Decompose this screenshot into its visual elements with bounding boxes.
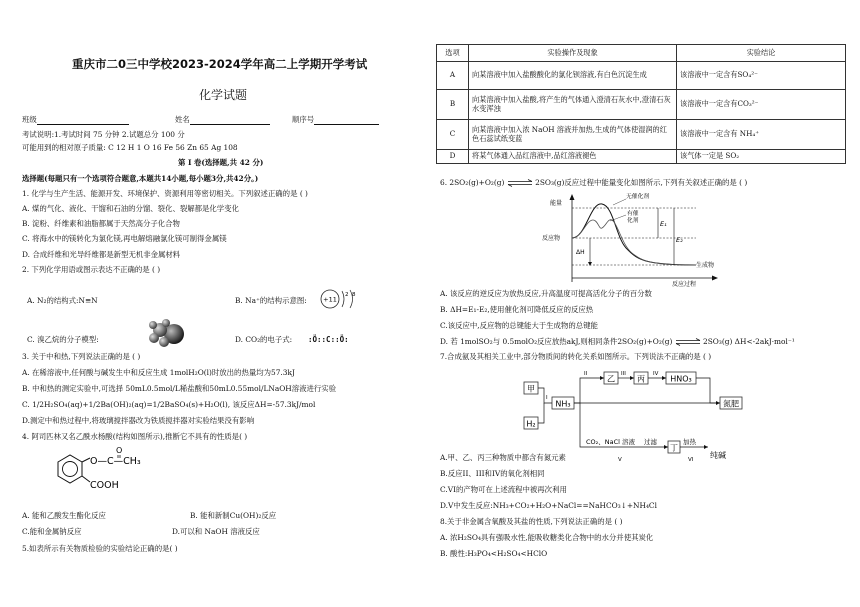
- node-yi: 乙: [607, 374, 615, 384]
- q5-table: [436, 44, 846, 164]
- q5-header-operation: 实验操作及现象: [469, 45, 677, 62]
- section-title: 第 I 卷(选择题,共 42 分): [178, 158, 264, 167]
- node-nh3: NH₃: [555, 399, 571, 409]
- ammonia-flow-diagram: [520, 366, 760, 466]
- table-row: [437, 62, 846, 90]
- q7-option-c: C.VI的产物可在上述流程中被再次利用: [440, 485, 567, 494]
- aspirin-acid-group: COOH: [90, 480, 119, 491]
- q1-option-b: B. 淀粉、纤维素和油脂都属于天然高分子化合物: [22, 219, 180, 228]
- table-row: [437, 120, 846, 150]
- q5-row-option: D: [437, 150, 469, 164]
- atomic-masses: 可能用到的相对原子质量: C 12 H 1 O 16 Fe 56 Zn 65 Ag 108: [22, 143, 238, 152]
- energy-axis-label: 能量: [550, 200, 563, 207]
- q6-option-a: A. 该反应的逆反应为放热反应,升高温度可提高活化分子的百分数: [440, 289, 652, 298]
- q6-option-d-left: D. 若 1molSO₂与 0.5molO₂反应放热akJ,则相同条件2SO₂(g)+O₂(g): [440, 337, 673, 346]
- q2-option-c: C. 溴乙烷的分子模型:: [27, 335, 99, 344]
- q5-row-option: B: [437, 90, 469, 120]
- q6-stem: [440, 179, 747, 188]
- aspirin-ester-group: O—C—CH₃: [90, 456, 141, 467]
- exam-instructions: 考试说明:1.考试时间 75 分钟 2.试题总分 100 分: [22, 130, 185, 139]
- q2-option-a: A. N₂的结构式:N≡N: [27, 296, 98, 305]
- q4-option-d: D.可以和 NaOH 溶液反应: [172, 527, 260, 536]
- q2-option-d: D. CO₂的电子式:: [235, 335, 293, 344]
- q5-row-operation: 向某溶液中加入浓 NaOH 溶液并加热,生成的气体使湿润的红色石蕊试纸变蓝: [469, 120, 677, 150]
- q5-row-option: C: [437, 120, 469, 150]
- bromoethane-model: [144, 318, 188, 348]
- e1-label: E₁: [660, 220, 667, 228]
- na-nucleus-label: +11: [323, 295, 337, 304]
- q2-stem: 2. 下列化学用语或图示表达不正确的是 ( ): [22, 265, 161, 274]
- q8-option-b: B. 酸性:H₃PO₄<H₂SO₄<HClO: [440, 549, 548, 558]
- node-hno3: HNO₃: [670, 374, 692, 384]
- curve-catalyst-label-2: 化剂: [627, 218, 639, 224]
- exam-title: 重庆市二0三中学校2023-2024学年高二上学期开学考试: [72, 57, 368, 71]
- q1-option-a: A. 煤的气化、液化、干馏和石油的分馏、裂化、裂解都是化学变化: [22, 204, 239, 213]
- curve-catalyst-label-1: 有催: [627, 211, 639, 217]
- class-field[interactable]: [22, 116, 129, 125]
- order-label: 顺序号: [292, 115, 315, 124]
- reaction-ii-label: II: [584, 371, 588, 377]
- q6-option-b: B. ΔH=E₁-E₂,使用催化剂可降低反应的反应热: [440, 305, 594, 314]
- q5-header-option: 选项: [437, 45, 469, 62]
- reaction-vi-label: VI: [688, 457, 694, 463]
- exam-subject: 化学试题: [199, 88, 248, 102]
- q5-row-operation: 向某溶液中加入盐酸酸化的氯化钡溶液,有白色沉淀生成: [469, 62, 677, 90]
- q6-stem-right: 2SO₃(g)反应过程中能量变化如图所示,下列有关叙述正确的是 ( ): [535, 178, 748, 187]
- q6-stem-left: 6. 2SO₂(g)+O₂(g): [440, 178, 505, 187]
- q5-row-conclusion: 该溶液中一定含有 NH₄⁺: [677, 120, 846, 150]
- q6-option-d: [440, 338, 795, 347]
- q8-stem: 8.关于非金属含氧酸及其盐的性质,下列说法正确的是 ( ): [440, 517, 623, 526]
- reactant-label: 反应物: [542, 235, 561, 242]
- q5-row-option: A: [437, 62, 469, 90]
- q4-option-b: B. 能和新制Cu(OH)₂反应: [190, 511, 277, 520]
- aspirin-structure: [38, 446, 168, 506]
- q7-option-b: B.反应II、III和IV的氧化剂相同: [440, 469, 545, 478]
- node-bing: 丙: [637, 374, 645, 384]
- q5-row-operation: 向某溶液中加入盐酸,将产生的气体通入澄清石灰水中,澄清石灰水变浑浊: [469, 90, 677, 120]
- node-soda: 纯碱: [710, 451, 726, 460]
- filter-label: 过滤: [644, 438, 657, 446]
- q1-option-c: C. 将海水中的镁转化为氯化镁,再电解熔融氯化镁可制得金属镁: [22, 234, 227, 243]
- q6-option-c: C.该反应中,反应物的总键能大于生成物的总键能: [440, 321, 598, 330]
- node-jia: 甲: [527, 384, 535, 394]
- reaction-iv-label: IV: [653, 371, 659, 377]
- q8-option-a: A. 浓H₂SO₄具有强吸水性,能吸收糖类化合物中的水分并使其炭化: [440, 533, 654, 542]
- table-row: [437, 150, 846, 164]
- section-intro: 选择题(每题只有一个选项符合题意,本题共14小题,每小题3分,共42分。): [22, 174, 259, 183]
- q6-option-d-right: 2SO₃(g) ΔH<-2akJ·mol⁻¹: [703, 337, 795, 346]
- q3-option-d: D.测定中和热过程中,将玻璃搅拌器改为铁质搅拌器对实验结果没有影响: [22, 416, 255, 425]
- q5-stem: 5.如表所示有关物质检验的实验结论正确的是( ): [22, 544, 178, 553]
- equilibrium-arrow-icon: [675, 338, 701, 346]
- q1-stem: 1. 化学与生产生活、能源开发、环境保护、资源利用等密切相关。下列叙述正确的是 ( ): [22, 189, 308, 198]
- reaction-iii-label: III: [621, 371, 626, 377]
- energy-diagram: [542, 190, 726, 288]
- co2-nacl-label: CO₂、NaCl 溶液: [586, 438, 636, 446]
- process-axis-label: 反应过程: [672, 281, 697, 288]
- order-field[interactable]: [292, 116, 379, 125]
- q3-option-c: C. 1/2H₂SO₄(aq)+1/2Ba(OH)₂(aq)=1/2BaSO₄(s)+H₂O(l), 该反应ΔH=-57.3kJ/mol: [22, 400, 316, 409]
- order-blank[interactable]: [314, 117, 379, 125]
- na-shell1-label: 2: [345, 292, 349, 298]
- q4-stem: 4. 阿司匹林又名乙酰水杨酸(结构如图所示),推断它不具有的性质是( ): [22, 432, 248, 441]
- node-fertilizer: 氮肥: [723, 399, 739, 409]
- dh-label: ΔH: [576, 249, 585, 256]
- node-h2: H₂: [526, 419, 536, 429]
- name-blank[interactable]: [190, 117, 270, 125]
- q7-option-d: D.V中发生反应:NH₃+CO₂+H₂O+NaCl==NaHCO₃↓+NH₄Cl: [440, 501, 657, 510]
- reaction-v-label: V: [618, 457, 622, 463]
- q7-option-a: A.甲、乙、丙三种物质中都含有氮元素: [440, 453, 566, 462]
- class-label: 班级: [22, 115, 37, 124]
- q4-option-c: C.能和金属钠反应: [22, 527, 82, 536]
- q5-table-header: [437, 45, 846, 62]
- table-row: [437, 90, 846, 120]
- q5-row-conclusion: 该溶液中一定含有SO₄²⁻: [677, 62, 846, 90]
- q5-row-operation: 将某气体通入品红溶液中,品红溶液褪色: [469, 150, 677, 164]
- reaction-i-label: I: [546, 395, 548, 401]
- q4-option-a: A. 能和乙酸发生酯化反应: [22, 511, 106, 520]
- curve-no-catalyst-label: 无催化剂: [626, 194, 650, 200]
- node-ding: 丁: [670, 443, 678, 453]
- na-ion-diagram: [318, 286, 358, 312]
- product-label: 生成物: [696, 262, 715, 269]
- q3-option-b: B. 中和热的测定实验中,可选择 50mL0.5mol/L稀盐酸和50mL0.55mol/LNaOH溶液进行实验: [22, 384, 337, 393]
- name-label: 姓名: [175, 115, 190, 124]
- q5-header-conclusion: 实验结论: [677, 45, 846, 62]
- q2-option-b: B. Na⁺的结构示意图:: [235, 296, 307, 305]
- equilibrium-arrow-icon: [507, 179, 533, 187]
- q5-row-conclusion: 该溶液中一定含有CO₃²⁻: [677, 90, 846, 120]
- co2-electron-formula: :Ö::C::Ö:: [308, 335, 349, 344]
- q3-stem: 3. 关于中和热,下列说法正确的是 ( ): [22, 352, 141, 361]
- class-blank[interactable]: [37, 117, 129, 125]
- q1-option-d: D. 合成纤维和光导纤维都是新型无机非金属材料: [22, 250, 181, 259]
- q5-row-conclusion: 该气体一定是 SO₂: [677, 150, 846, 164]
- e2-label: E₂: [676, 236, 683, 244]
- q3-option-a: A. 在稀溶液中,任何酸与碱发生中和反应生成 1molH₂O(l)时放出的热量均为57.3kJ: [22, 368, 295, 377]
- name-field[interactable]: [175, 116, 270, 125]
- aspirin-carbonyl-o: O: [116, 446, 123, 455]
- heat-label: 加热: [683, 438, 696, 446]
- q7-stem: 7.合成氨及其相关工业中,部分物质间的转化关系如图所示。下列说法不正确的是 ( ): [440, 352, 712, 361]
- na-shell2-label: 8: [352, 292, 356, 298]
